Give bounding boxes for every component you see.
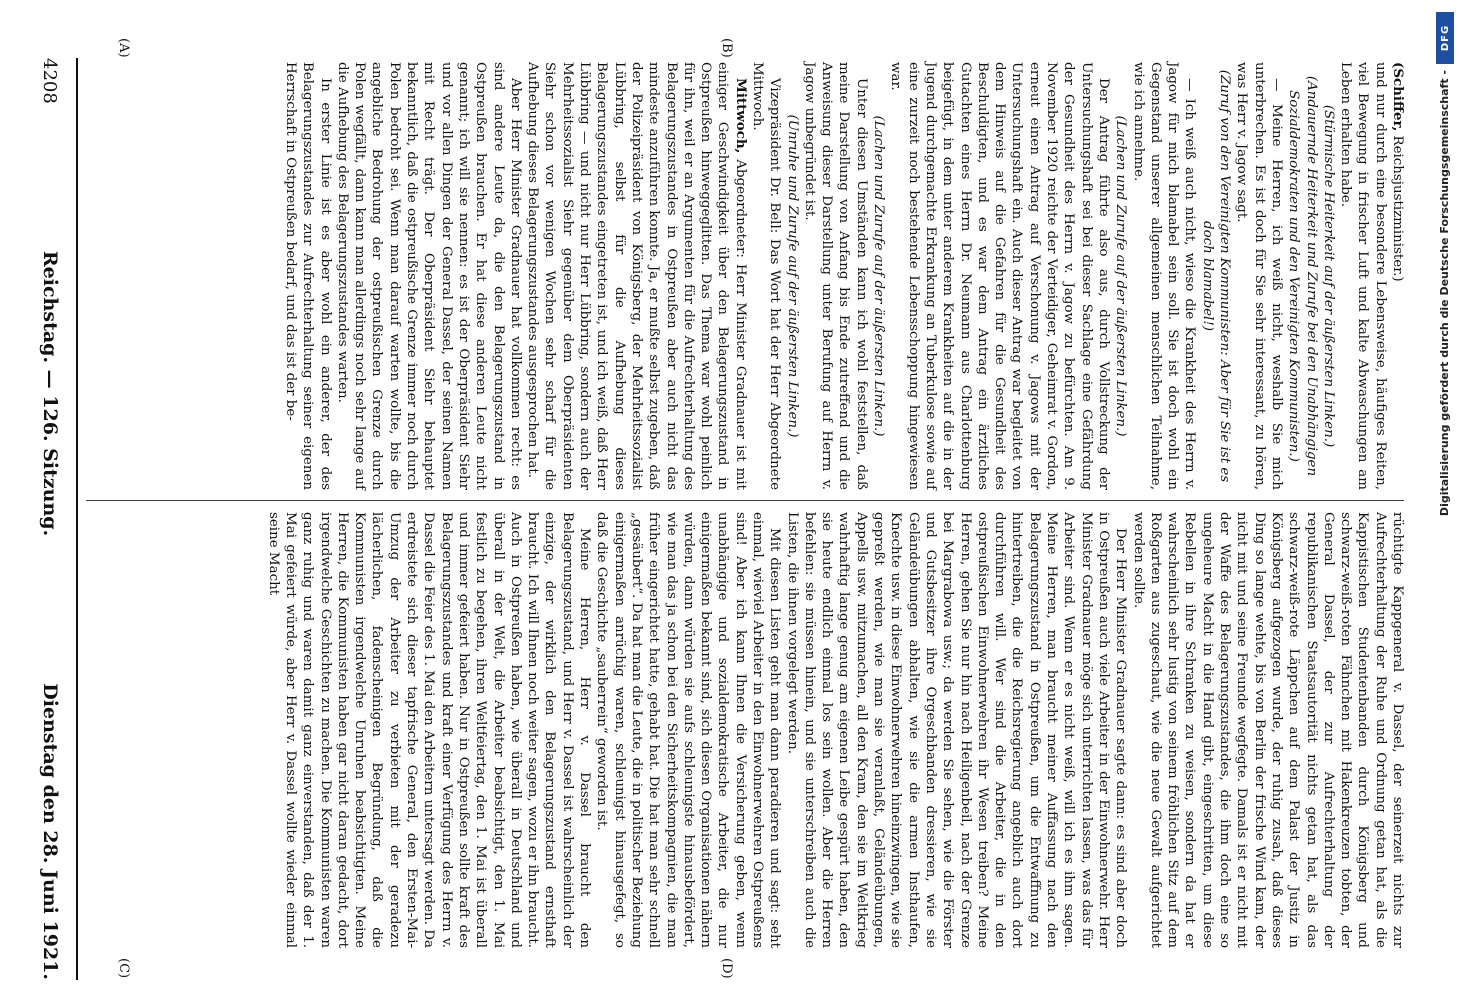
paragraph [783,62,800,490]
paragraph [1285,62,1320,490]
paragraph [801,62,870,490]
paragraph-text: Unter diesen Umständen kann ich wohl feststellen, daß meine Darstellung von Anfang bis Ende zutreffend und die Anweisung dieser Darstellung unter Berufung auf Herrn v. Jagow unbegründet ist. [801,62,869,490]
paragraph [749,62,784,490]
paragraph [887,62,1112,490]
paragraph-text: Meine Herren, Herr v. Dassel braucht den Belagerungszustand, und Herr v. Dassel ist wahrscheinlich der einzige, der wirklich den Belagerungszustand ernsthaft braucht. Ich will Ihnen noch weiter sagen, wozu er ihn braucht. Auch in Ostpreußen haben, wie überall in Deutschland und überall in der Welt, die Arbeiter beabsichtigt, den 1. Mai festlich zu begehen, ihren Weltfeiertag, den 1. Mai ist überall und immer gefeiert haben. Nur in Ostpreußen sollte kraft des Belagerungszustandes und kraft einer Verfügung des Herrn v. Dassel die Feier des 1. Mai den Arbeitern untersagt werden. Da erdreistete sich dieser tapfrische General, den Ersten-Mai-Umzug der Arbeiter zu verbieten mit der geradezu lächerlichen, fadenscheinigen Begründung, daß die Kommunisten irgendwelche Unruhen beabsichtigten. Meine Herren, die Kommunisten haben gar nicht daran gedacht, dort irgendwelche Geschichten zu machen. Die Kommunisten waren ganz ruhig und waren damit ganz einverstanden, daß der 1. Mai gefeiert würde, aber Herr v. Dassel wollte wieder einmal seine Macht [265,512,593,948]
paragraph [783,512,1129,948]
paragraph-text: In erster Linie ist es aber wohl ein anderer, der des Belagerungszustandes zur Aufrechterhaltung seiner eigenen Herrschaft in Ostpreußen bedarf, und das ist der be- [283,62,333,490]
header-rule [76,58,78,980]
paragraph [1337,62,1389,490]
header-right-title: Dienstag den 28. Juni 1921. [39,683,61,980]
paragraph [282,62,334,490]
column-divider [86,500,1404,501]
paragraph-text: (Unruhe und Zurufe auf der äußersten Linken.) [784,114,800,438]
paragraph-text: Aber Herr Minister Gradnauer hat vollkommen recht: es sind andere Leute da, die den Belagerungszustand in Ostpreußen brauchen. Er hat diese anderen Leute nicht genannt; ich will sie nennen: es ist der Oberpräsident Siehr und vor allen Dingen der General Dassel, der seinen Namen mit Recht trägt. Der Oberpräsident Siehr behauptet bekanntlich, daß die ostpreußische Grenze immer noch durch Polen bedroht sei. Wenn man darauf warten wollte, bis die angebliche Bedrohung der ostpreußischen Grenze durch Polen wegfällt, dann kann man allerdings noch sehr lange auf die Aufhebung des Belagerungszustandes warten. [334,62,523,490]
paragraph-text: (Lachen und Zurufe auf der äußersten Linken.) [871,115,887,437]
paragraph-text: (Lachen und Zurufe auf der äußersten Linken.) [1113,115,1129,437]
paragraph-text: Mit diesen Listen geht man dann paradieren und sagt: seht einmal, wieviel Arbeiter in den Einwohnerwehren Ostpreußens sind! Aber ich kann Ihnen die Versicherung geben, wenn unabhängige und sozialdemokratische Arbeiter, die nur einigermaßen bekannt sind, sich diesen Organisationen nähern würden, dann würden sie aufs schleunigste hinausbefördert, wie man das ja schon bei den Sicherheitskompagnien, die man früher eingerichtet hatte, gehabt hat. Die hat man sehr schnell „gesäubert“. Da hat man die Leute, die in politischer Beziehung einigermaßen anrüchig waren, schleunigst hinausgefegt, so daß die Geschichte „sauberrein“ geworden ist. [594,512,783,948]
paragraph [334,62,524,490]
speaker-name: (Schiffer, [1390,62,1406,132]
paragraph [870,62,887,490]
left-text-column [86,62,1406,490]
paragraph-text: rüchtigte Kappgeneral v. Dassel, der seinerzeit nichts zur Aufrechterhaltung der Ruhe und Ordnung getan hat, als die Kappistischen Studentenbanden durch Königsberg und schwarz-weiß-roten Fähnchen mit Hakenkreuzen tobten, der General Dassel, der zur Aufrechterhaltung der republikanischen Staatsautorität nichts getan hat, als das schwarz-weiß-rote Läppchen auf dem Palast der Justiz in Königsberg aufgezogen wurde, der ruhig zusah, daß dieses Ding so lange wehte, bis von Berlin der frische Wind kam, der nicht mit und seine Freunde wegfegte. Damals ist er nicht mit der Waffe des Belagerungszustandes, die ihm doch eine so ungeheure Macht in die Hand gibt, eingeschritten, um diese Rebellen in ihre Schranken zu weisen, sondern da hat er wahrscheinlich sehr lustig von seinem fröhlichen Sitz auf dem Roßgarten aus zugeschaut, wie die neue Gewalt aufgerichtet werden sollte. [1130,512,1405,948]
paragraph-text: (Stürmische Heiterkeit auf der äußersten Linken.) [1320,104,1336,448]
margin-letter-a: (A) [116,38,131,58]
paragraph [1112,62,1129,490]
paragraph [1129,62,1198,490]
digitization-credit-strip [1404,0,1451,1000]
digitization-credit-text: Digitalisierung gefördert durch die Deutsche Forschungsgemeinschaft - [1438,70,1451,517]
right-text-column [86,512,1406,948]
speaker-name: Mittwoch, [732,78,749,154]
page-number: 4208 [39,58,61,104]
paragraph [1198,62,1233,490]
paragraph-text: Abgeordneter: Herr Minister Gradnauer ist mit einiger Geschwindigkeit über den Belagerungszustand in Ostpreußen hinweggeglitten. Das Thema war wohl peinlich für ihn, weil er an Argumenten für die Aufrechterhaltung des Belagerungszustandes in Ostpreußen aber auch nicht das mindeste anzuführen konnte. Ja, er mußte selbst zugeben, daß der Polizeipräsident von Königsberg, der Mehrheitssozialist Lübbring, selbst für die Aufhebung dieses Belagerungszustandes eingetreten ist, und ich weiß, daß Herr Lübbring — und nicht nur Herr Lübbring, sondern auch der Mehrheitssozialist Siehr gegenüber dem Oberpräsidenten Siehr schon vor wenigen Wochen sehr scharf für die Aufhebung dieses Belagerungszustandes ausgesprochen hat. [525,62,748,490]
paragraph [524,62,749,490]
header-left-title: Reichstag. — 126. Sitzung. [39,250,61,537]
paragraph-text: und nur durch eine besondere Lebensweise, häufiges Reiten, viel Bewegung in frischer Luft und kalte Abwaschungen am Leben erhalten habe. [1338,62,1388,490]
dfg-logo-badge: DFG [1436,12,1454,64]
paragraph [1320,62,1337,490]
paragraph [1129,512,1406,948]
paragraph-text: Der Herr Minister Gradnauer sagte dann: es sind aber doch in Ostpreußen auch viele Arbeiter in der Einwohnerwehr. Herr Minister Gradnauer möge sich unterrichten lassen, was das für Arbeiter sind. Wenn er es nicht weiß, will ich es ihm sagen. Meine Herren, man braucht meiner Auffassung nach den Belagerungszustand in Ostpreußen, um die Entwaffnung zu hintertreiben, die die Reichsregierung angeblich auch dort durchführen will. Wer sind die Arbeiter, die in den ostpreußischen Einwohnerwehren ihr Wesen treiben? Meine Herren, gehen Sie nur hin nach Heiligenbeil, nach der Grenze bei Margrabowa usw.; da werden Sie sehen, wie die Förster und Gutsbesitzer ihre Orgeschbanden dressieren, wie sie Geländeübungen abhalten, wie sie die armen Insthaufen, Knechte usw. in diese Einwohnerwehren hineinzwingen, wie sie gepreßt werden, wie man sie veranlaßt, Geländeübungen, Appells usw. mitzumachen, all den Kram, den sie im Weltkrieg wahrhaftig lange genug am eigenen Leibe gespürt haben, den sie heute endlich einmal los sein wollen. Aber die Herren befehlen: sie müssen hinein, und sie unterschreiben auch die Listen, die ihnen vorgelegt werden. [784,512,1129,948]
digitization-credit-rotator [1432,0,1460,1000]
margin-letter-b: (B) [719,38,734,58]
paragraph-text: Vizepräsident Dr. Bell: Das Wort hat der Herr Abgeordnete Mittwoch. [750,62,783,490]
paragraph-text: — Meine Herren, ich weiß nicht, weshalb Sie mich unterbrechen. Es ist doch für Sie sehr interessant, zu hören, was Herr v. Jagow sagt. [1234,62,1284,490]
paragraph-text: Reichsjustizminister.) [1390,131,1405,282]
paragraph-text: — Ich weiß auch nicht, wieso die Krankheit des Herrn v. Jagow für mich blamabel sein soll. Sie ist doch wohl ein Gegenstand unserer allgemeinen menschlichen Teilnahme, wie ich annehme. [1130,62,1198,490]
paragraph-text: (Zuruf von den Vereinigten Kommunisten: Aber für Sie ist es doch blamabel!) [1199,69,1233,483]
margin-letter-d: (D) [719,958,734,979]
paragraph [1233,62,1285,490]
paragraph-text: (Andauernde Heiterkeit und Zurufe bei den Unabhängigen Sozialdemokraten und den Vereinigten Kommunisten.) [1286,75,1319,477]
paragraph [593,512,783,948]
paragraph [264,512,593,948]
page-header [28,58,72,980]
margin-letter-c: (C) [116,958,131,979]
paragraph-text: Der Antrag führte also aus, durch Vollstreckung der Untersuchungshaft sei bei dieser Sachlage eine Gefährdung der Gesundheit des Herrn v. Jagow zu befürchten. Am 9. November 1920 reichte der Verteidiger, Geheimrat v. Gordon, erneut einen Antrag auf Verschonung v. Jagows mit der Untersuchungshaft ein. Auch dieser Antrag war begleitet von dem Hinweis auf die Gefahren für die Gesundheit des Beschuldigten, und es war dem Antrag ein ärztliches Gutachten eines Herrn Dr. Neumann aus Charlottenburg beigefügt, in dem unter anderem Krankheiten auf die in der Jugend durchgemachte Erkrankung an Tuberkulose sowie auf eine zurzeit noch bestehende Lebensschoppung hingewiesen war. [888,62,1111,490]
